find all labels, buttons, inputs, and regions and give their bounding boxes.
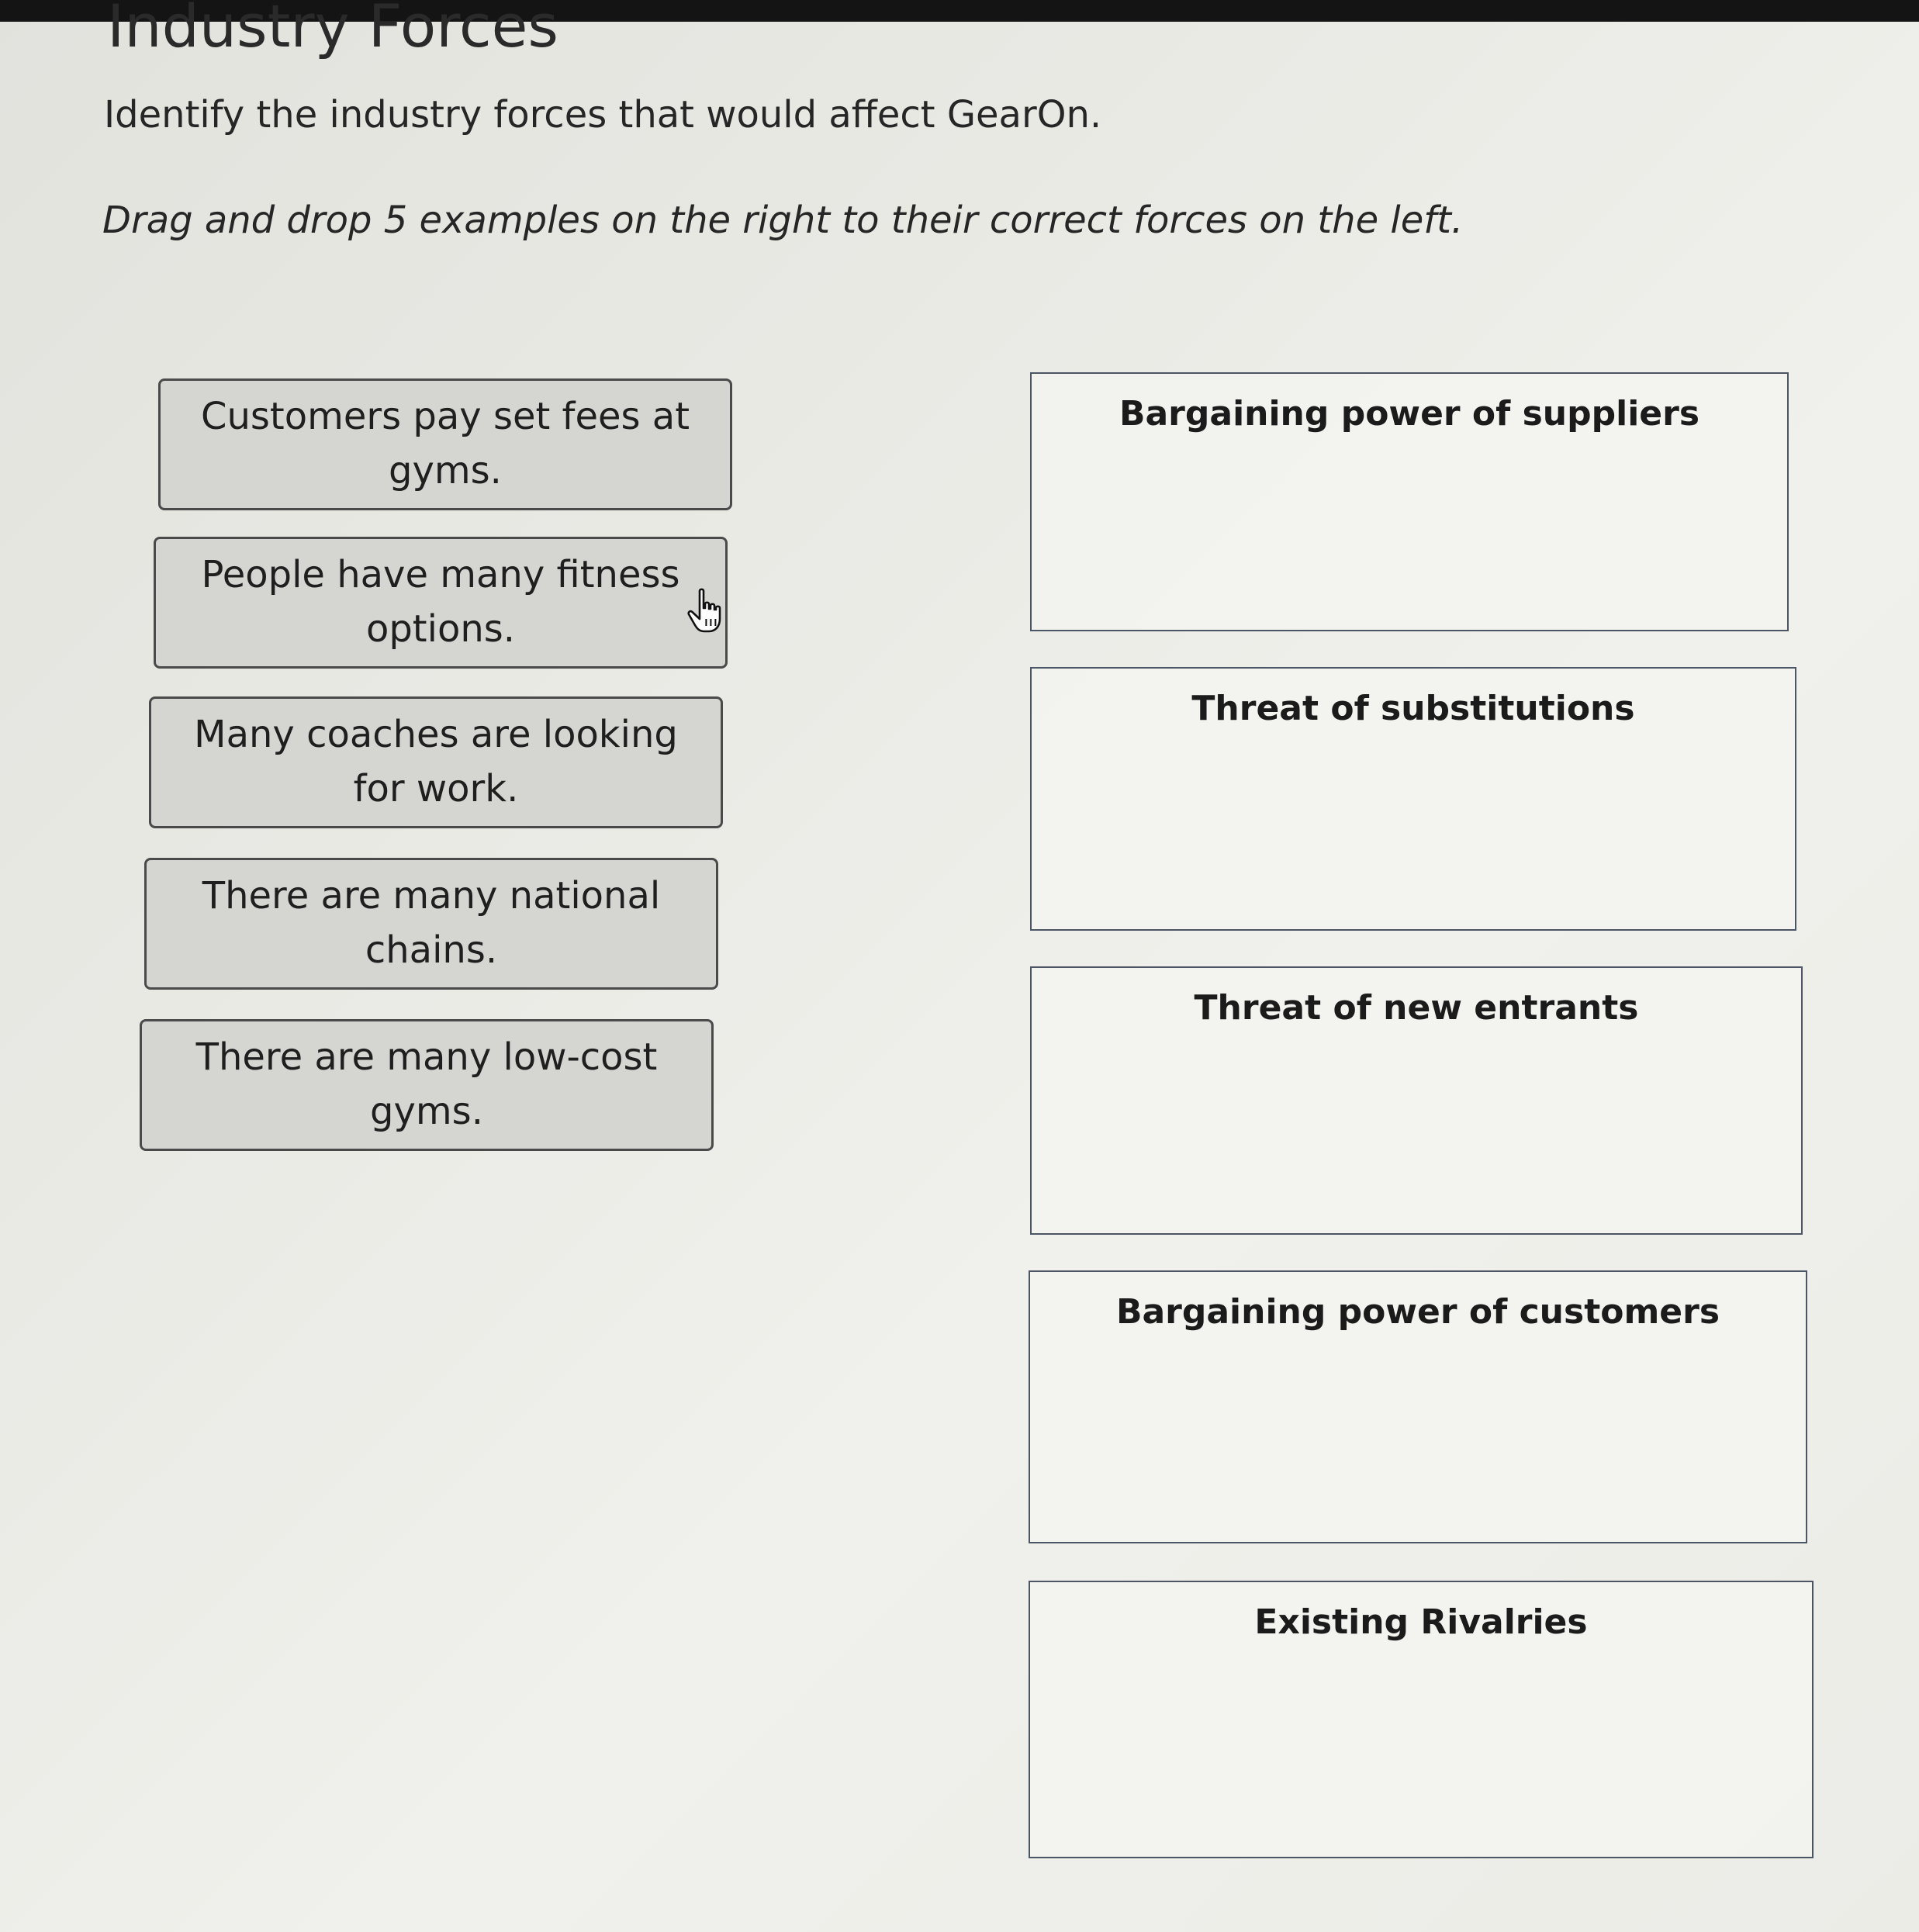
drop-zone-label: Threat of substitutions [1191, 689, 1635, 728]
example-text-line: for work. [353, 767, 519, 810]
page-title: Industry Forces [107, 0, 558, 60]
drop-zone-bargaining-power-of-customers[interactable] [1029, 1270, 1807, 1543]
example-text-line: There are many national [202, 874, 661, 918]
drop-zone-label: Bargaining power of customers [1115, 1292, 1720, 1332]
example-text-line: chains. [365, 928, 498, 972]
example-text-line: People have many fitness [201, 553, 680, 597]
drop-zone-bargaining-power-of-suppliers[interactable] [1030, 372, 1789, 631]
example-text-line: gyms. [389, 449, 502, 493]
drop-zone-label: Threat of new entrants [1194, 988, 1639, 1028]
drop-zone-threat-of-substitutions[interactable] [1030, 667, 1796, 931]
drop-zone-label: Existing Rivalries [1254, 1602, 1588, 1642]
drop-zone-label: Bargaining power of suppliers [1119, 394, 1700, 434]
draggable-example-customers-pay-set-fees[interactable] [158, 378, 732, 510]
directions-text: Drag and drop 5 examples on the right to their correct forces on the left. [102, 199, 1464, 242]
draggable-example-low-cost-gyms[interactable] [140, 1019, 714, 1151]
drop-zone-existing-rivalries[interactable] [1029, 1581, 1814, 1858]
example-text-line: Many coaches are looking [194, 713, 678, 757]
example-text-line: options. [365, 607, 516, 651]
draggable-example-many-fitness-options[interactable] [154, 537, 728, 669]
example-text-line: gyms. [370, 1090, 483, 1133]
drop-zone-threat-of-new-entrants[interactable] [1030, 966, 1803, 1235]
example-text-line: There are many low-cost [195, 1035, 658, 1080]
draggable-example-national-chains[interactable] [144, 858, 718, 990]
hand-pointer-icon [686, 588, 726, 634]
instructions-text: Identify the industry forces that would affect GearOn. [104, 93, 1102, 137]
example-text-line: Customers pay set fees at [200, 395, 690, 439]
draggable-example-coaches-looking-for-work[interactable] [149, 696, 723, 828]
